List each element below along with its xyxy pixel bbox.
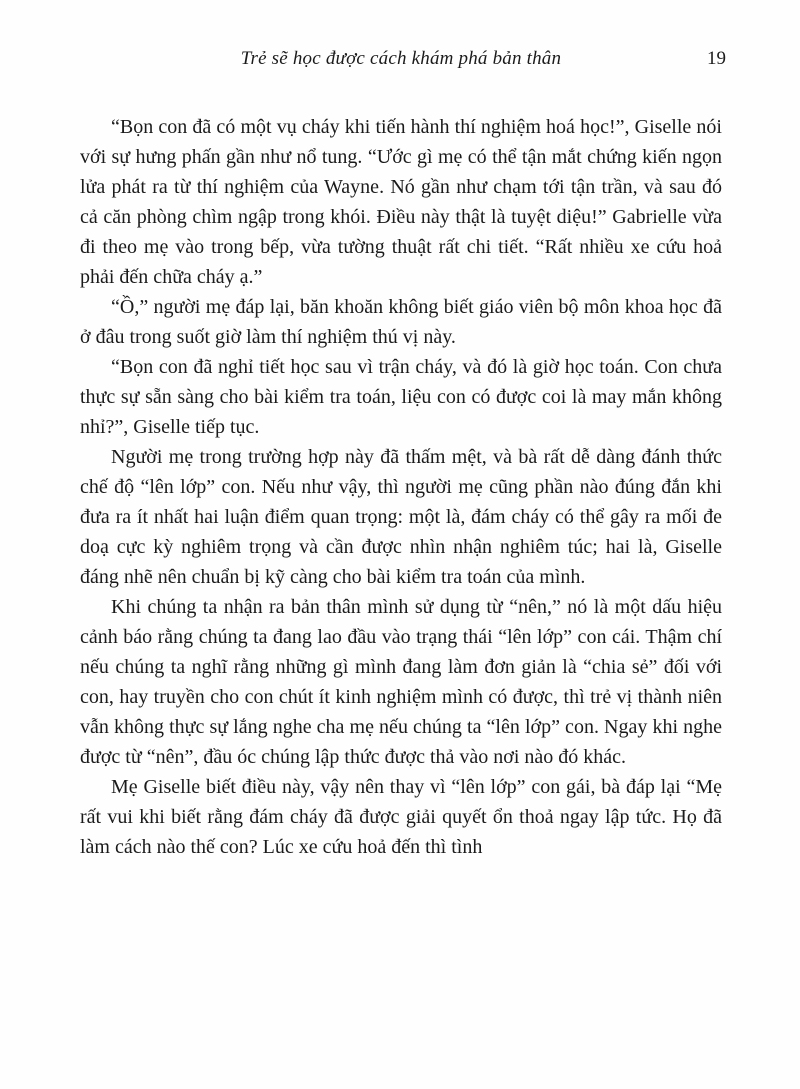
paragraph: “Bọn con đã nghỉ tiết học sau vì trận cháy, và đó là giờ học toán. Con chưa thực sự sẵn sàng cho bài kiểm tra toán, liệu con có được coi là may mắn không nhỉ?”, Giselle tiếp tục. [80, 356, 722, 438]
body-text [80, 112, 722, 862]
paragraph: Khi chúng ta nhận ra bản thân mình sử dụng từ “nên,” nó là một dấu hiệu cảnh báo rằng chúng ta đang lao đầu vào trạng thái “lên lớp” con cái. Thậm chí nếu chúng ta nghĩ rằng những gì mình đang làm đơn giản là “chia sẻ” đối với con, hay truyền cho con chút ít kinh nghiệm mình có được, thì trẻ vị thành niên vẫn không thực sự lắng nghe cha mẹ nếu chúng ta “lên lớp” con. Ngay khi nghe được từ “nên”, đầu óc chúng lập thức được thả vào nơi nào đó khác. [80, 596, 722, 768]
paragraph: “Ồ,” người mẹ đáp lại, băn khoăn không biết giáo viên bộ môn khoa học đã ở đâu trong suốt giờ làm thí nghiệm thú vị này. [80, 296, 722, 348]
page-number: 19 [707, 48, 726, 69]
paragraph: “Bọn con đã có một vụ cháy khi tiến hành thí nghiệm hoá học!”, Giselle nói với sự hưng phấn gần như nổ tung. “Ước gì mẹ có thể tận mắt chứng kiến ngọn lửa phát ra từ thí nghiệm của Wayne. Nó gần như chạm tới tận trần, và sau đó cả căn phòng chìm ngập trong khói. Điều này thật là tuyệt diệu!” Gabrielle vừa đi theo mẹ vào trong bếp, vừa tường thuật rất chi tiết. “Rất nhiều xe cứu hoả phải đến chữa cháy ạ.” [80, 116, 722, 288]
paragraph: Mẹ Giselle biết điều này, vậy nên thay vì “lên lớp” con gái, bà đáp lại “Mẹ rất vui khi biết rằng đám cháy đã được giải quyết ổn thoả ngay lập tức. Họ đã làm cách nào thế con? Lúc xe cứu hoả đến thì tình [80, 776, 722, 858]
running-title: Trẻ sẽ học được cách khám phá bản thân [240, 48, 562, 69]
paragraph: Người mẹ trong trường hợp này đã thấm mệt, và bà rất dễ dàng đánh thức chế độ “lên lớp” con. Nếu như vậy, thì người mẹ cũng phần nào đúng đắn khi đưa ra ít nhất hai luận điểm quan trọng: một là, đám cháy có thể gây ra mối đe doạ cực kỳ nghiêm trọng và cần được nhìn nhận nghiêm túc; hai là, Giselle đáng nhẽ nên chuẩn bị kỹ càng cho bài kiểm tra toán của mình. [80, 446, 722, 588]
running-header [80, 48, 726, 78]
